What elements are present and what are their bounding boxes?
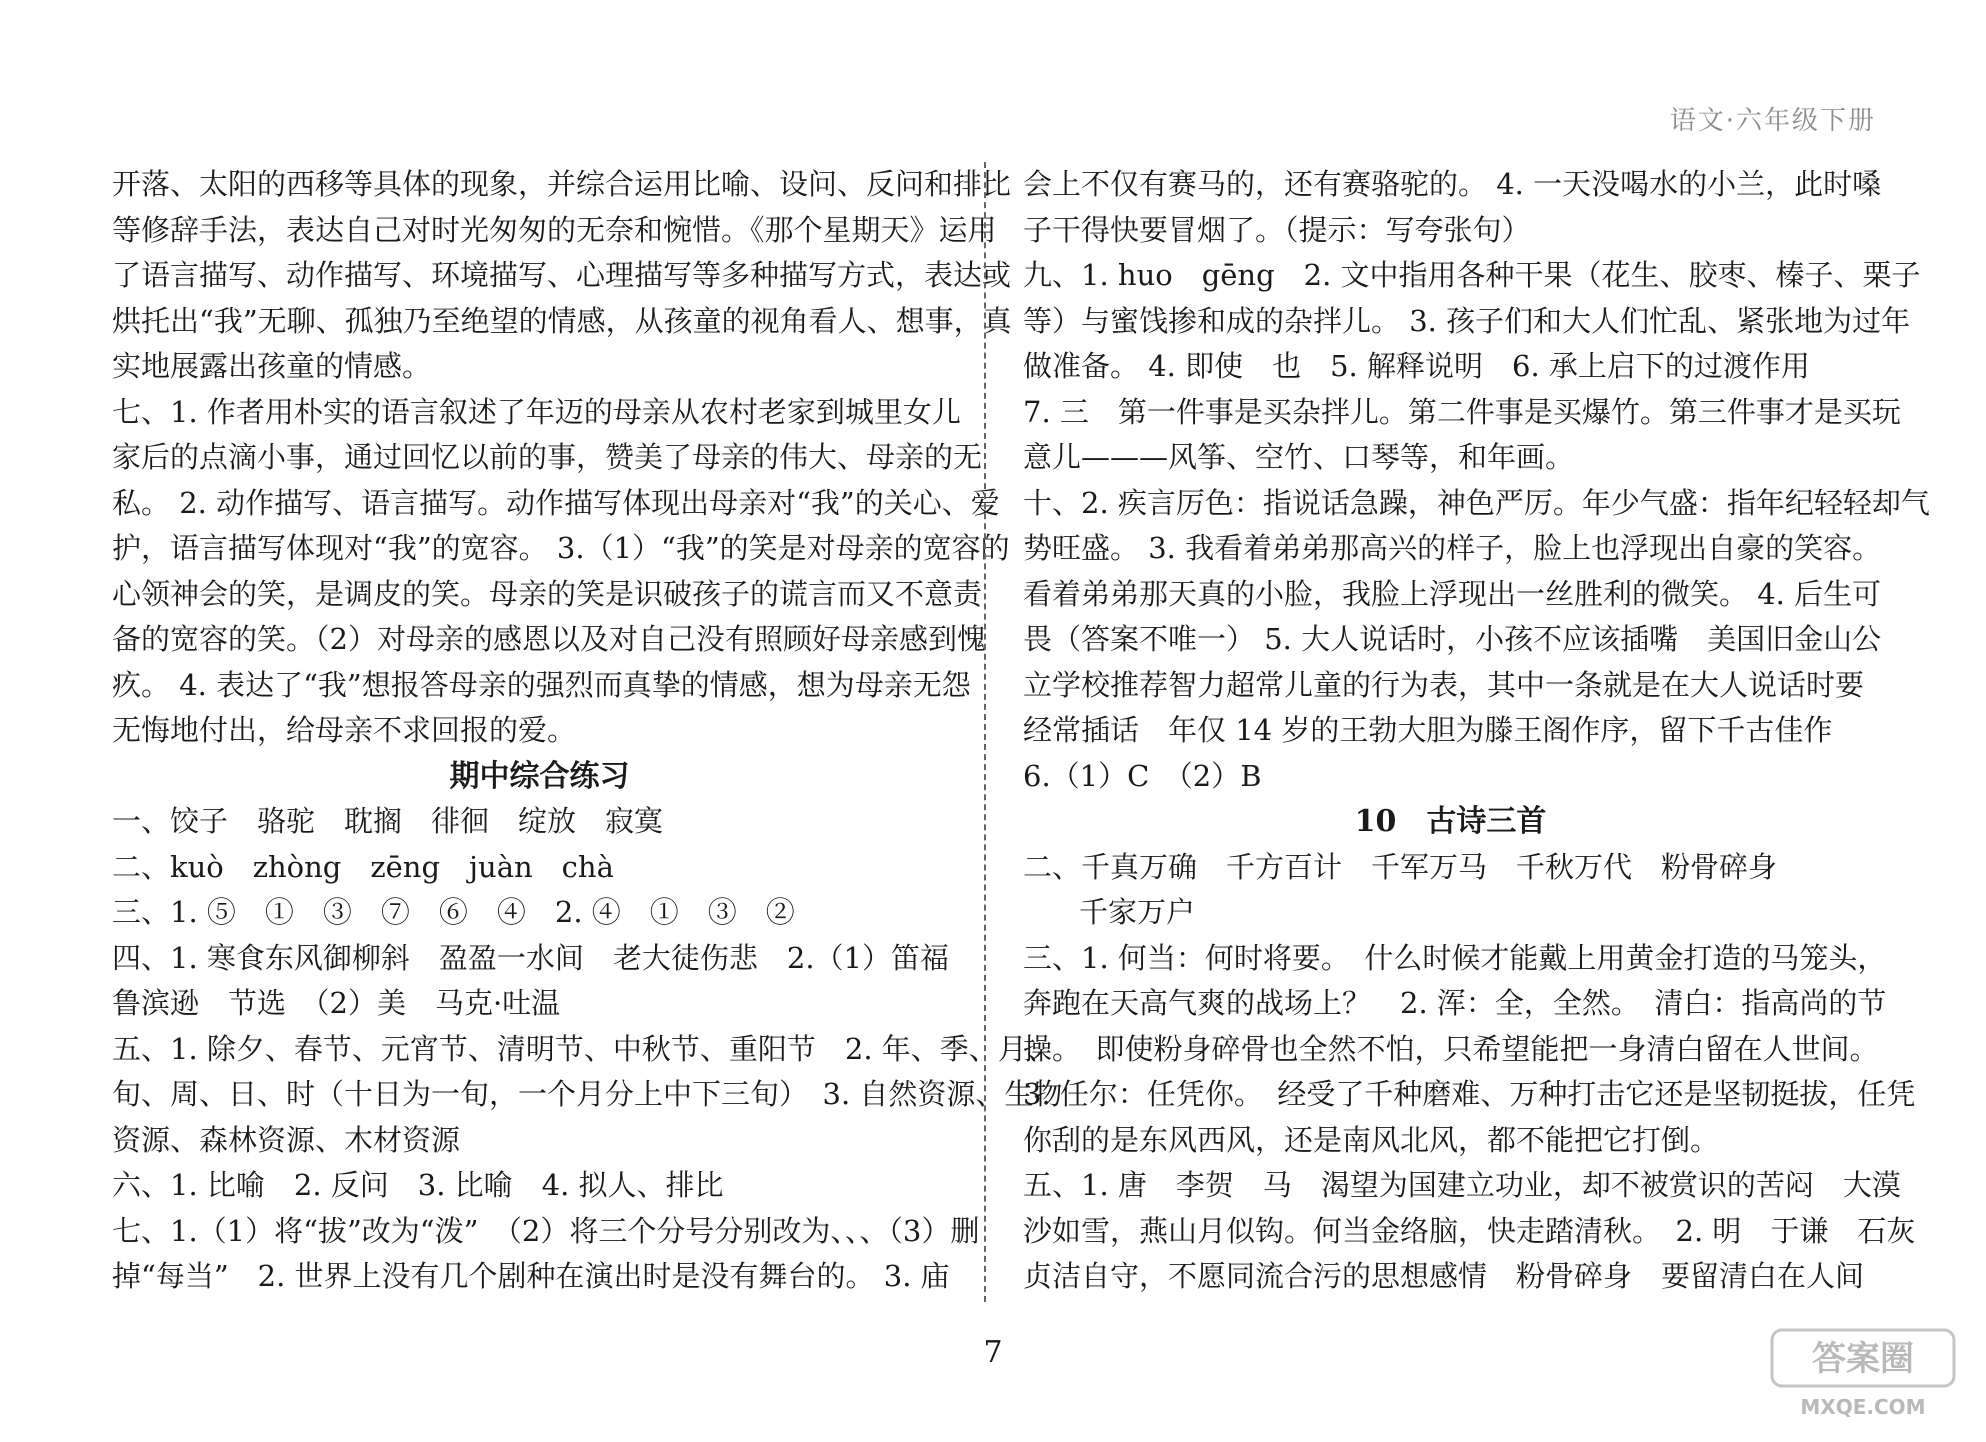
- text-line: 三、1. ⑤ ① ③ ⑦ ⑥ ④ 2. ④ ① ③ ②: [112, 895, 795, 929]
- text-line: 疚。 4. 表达了“我”想报答母亲的强烈而真挚的情感，想为母亲无怨: [112, 667, 971, 702]
- text-line: 四、1. 寒食东风御柳斜 盈盈一水间 老大徒伤悲 2.（1）笛福: [112, 940, 950, 975]
- text-line: 一、饺子 骆驼 耽搁 徘徊 绽放 寂寞: [112, 804, 664, 838]
- text-line: 子干得快要冒烟了。（提示：写夸张句）: [1023, 212, 1531, 247]
- text-line: 经常插话 年仅 14 岁的王勃大胆为滕王阁作序，留下千古佳作: [1023, 713, 1833, 747]
- left-column: [112, 162, 1063, 1300]
- right-column: [1023, 162, 1930, 1300]
- text-line: 等）与蜜饯掺和成的杂拌儿。 3. 孩子们和大人们忙乱、紧张地为过年: [1023, 303, 1911, 338]
- text-line: 七、1. 作者用朴实的语言叙述了年迈的母亲从农村老家到城里女儿: [112, 394, 961, 429]
- text-line: 二、千真万确 千方百计 千军万马 千秋万代 粉骨碎身: [1023, 849, 1778, 884]
- text-line: 三、1. 何当：何时将要。 什么时候才能戴上用黄金打造的马笼头，: [1023, 940, 1887, 975]
- text-line: 烘托出“我”无聊、孤独乃至绝望的情感，从孩童的视角看人、想事，真: [112, 303, 1012, 338]
- page-number: 7: [983, 1335, 1003, 1370]
- text-line: 千家万户: [1079, 895, 1196, 929]
- running-header: 语文·六年级下册: [1669, 106, 1876, 136]
- text-line: 你刮的是东风西风，还是南风北风，都不能把它打倒。: [1023, 1122, 1720, 1157]
- text-line: 六、1. 比喻 2. 反问 3. 比喻 4. 拟人、排比: [112, 1168, 724, 1202]
- text-line: 看着弟弟那天真的小脸，我脸上浮现出一丝胜利的微笑。 4. 后生可: [1023, 576, 1882, 611]
- text-line: 意儿———风筝、空竹、口琴等，和年画。: [1023, 440, 1575, 474]
- text-line: 等修辞手法，表达自己对时光匆匆的无奈和惋惜。《那个星期天》运用: [112, 212, 997, 247]
- text-line: 家后的点滴小事，通过回忆以前的事，赞美了母亲的伟大、母亲的无: [112, 440, 983, 474]
- text-line: 鲁滨逊 节选 （2）美 马克·吐温: [112, 986, 561, 1020]
- text-line: 护，语言描写体现对“我”的宽容。 3.（1）“我”的笑是对母亲的宽容的: [112, 531, 1010, 565]
- text-line: 九、1. huo gēng 2. 文中指用各种干果（花生、胶枣、榛子、栗子: [1023, 258, 1921, 292]
- section-title: 期中综合练习: [449, 758, 630, 794]
- text-line: 二、kuò zhòng zēng juàn chà: [112, 849, 614, 884]
- text-line: 3. 任尔：任凭你。 经受了千种磨难、万种打击它还是坚韧挺拔，任凭: [1023, 1077, 1916, 1111]
- text-line: 实地展露出孩童的情感。: [112, 349, 432, 383]
- text-line: 沙如雪，燕山月似钩。何当金络脑，快走踏清秋。 2. 明 于谦 石灰: [1023, 1213, 1916, 1248]
- text-line: 操。 即使粉身碎骨也全然不怕，只希望能把一身清白留在人世间。: [1023, 1031, 1879, 1066]
- text-line: 开落、太阳的西移等具体的现象，并综合运用比喻、设问、反问和排比: [112, 167, 1012, 201]
- watermark-logo: [1768, 1326, 1958, 1424]
- text-line: 奔跑在天高气爽的战场上？ 2. 浑：全，全然。 清白：指高尚的节: [1023, 986, 1887, 1020]
- text-line: 会上不仅有赛马的，还有赛骆驼的。 4. 一天没喝水的小兰，此时嗓: [1023, 167, 1882, 201]
- column-divider: [984, 162, 986, 1302]
- section-title: 10 古诗三首: [1354, 804, 1547, 839]
- text-line: 五、1. 唐 李贺 马 渴望为国建立功业，却不被赏识的苦闷 大漠: [1023, 1168, 1901, 1202]
- text-line: 私。 2. 动作描写、语言描写。动作描写体现出母亲对“我”的关心、爱: [112, 485, 1000, 520]
- text-line: 畏（答案不唯一） 5. 大人说话时，小孩不应该插嘴 美国旧金山公: [1023, 622, 1882, 656]
- text-line: 资源、森林资源、木材资源: [112, 1122, 461, 1157]
- text-line: 贞洁自守，不愿同流合污的思想感情 粉骨碎身 要留清白在人间: [1023, 1259, 1865, 1293]
- text-line: 7. 三 第一件事是买杂拌儿。第二件事是买爆竹。第三件事才是买玩: [1023, 394, 1901, 429]
- watermark-line1: 答案圈: [1812, 1339, 1914, 1379]
- text-line: 十、2. 疾言厉色：指说话急躁，神色严厉。年少气盛：指年纪轻轻却气: [1023, 485, 1930, 520]
- text-line: 五、1. 除夕、春节、元宵节、清明节、中秋节、重阳节 2. 年、季、月、: [112, 1031, 1056, 1066]
- text-line: 旬、周、日、时（十日为一旬，一个月分上中下三旬） 3. 自然资源、生物: [112, 1077, 1063, 1111]
- watermark-line2: MXQE.COM: [1800, 1395, 1926, 1419]
- text-line: 势旺盛。 3. 我看着弟弟那高兴的样子，脸上也浮现出自豪的笑容。: [1023, 531, 1882, 565]
- text-line: 七、1.（1）将“拔”改为“泼” （2）将三个分号分别改为、、、（3）删: [112, 1213, 980, 1248]
- text-line: 立学校推荐智力超常儿童的行为表，其中一条就是在大人说话时要: [1023, 667, 1865, 702]
- text-line: 6.（1）C （2）B: [1023, 758, 1262, 793]
- text-line: 无悔地付出，给母亲不求回报的爱。: [112, 713, 577, 747]
- text-line: 做准备。 4. 即使 也 5. 解释说明 6. 承上启下的过渡作用: [1023, 349, 1810, 383]
- text-line: 备的宽容的笑。（2）对母亲的感恩以及对自己没有照顾好母亲感到愧: [112, 622, 986, 656]
- text-line: 了语言描写、动作描写、环境描写、心理描写等多种描写方式，表达或: [112, 258, 1012, 292]
- text-line: 掉“每当” 2. 世界上没有几个剧种在演出时是没有舞台的。 3. 庙: [112, 1259, 950, 1293]
- text-line: 心领神会的笑，是调皮的笑。母亲的笑是识破孩子的谎言而又不意责: [112, 576, 983, 611]
